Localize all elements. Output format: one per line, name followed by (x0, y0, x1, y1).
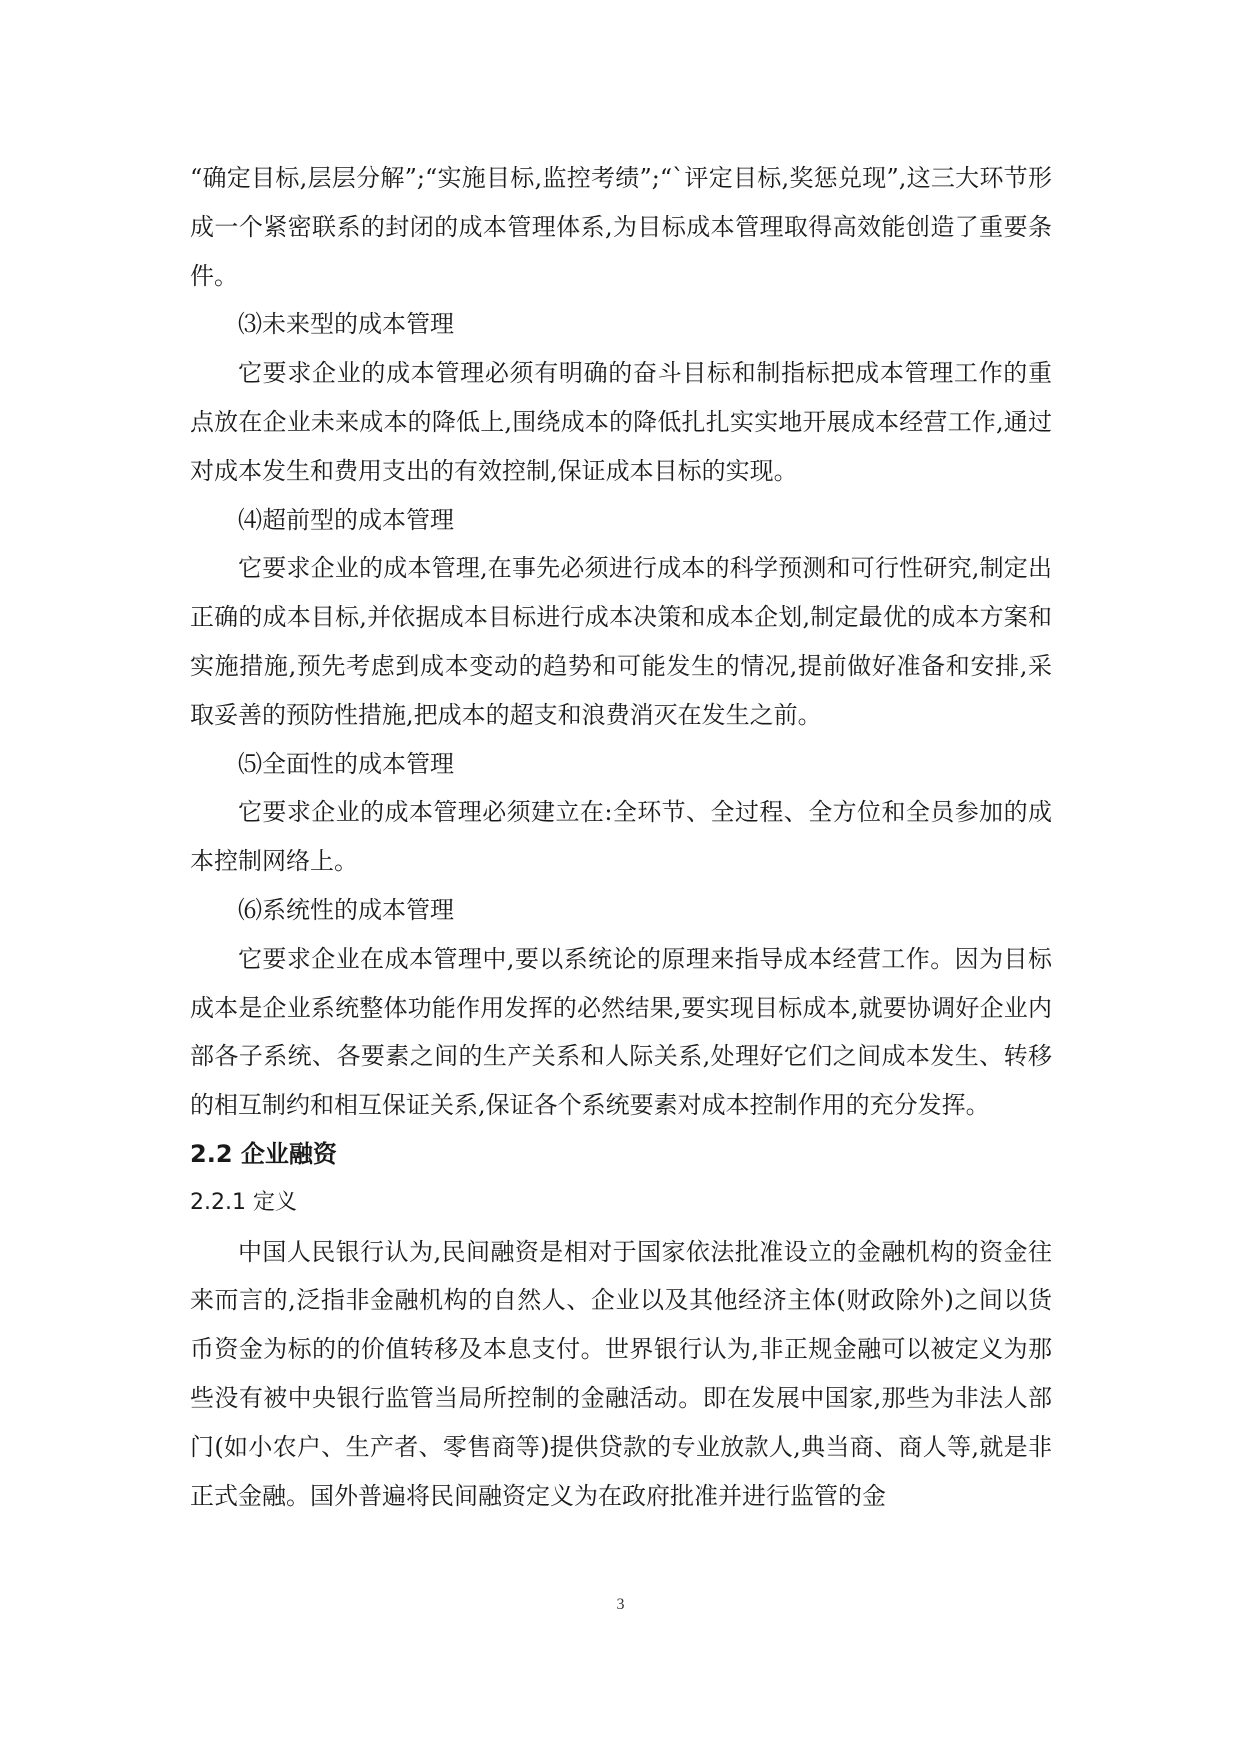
paragraph-advanced-cost: 它要求企业的成本管理,在事先必须进行成本的科学预测和可行性研究,制定出正确的成本目标,并依据成本目标进行成本决策和成本企划,制定最优的成本方案和实施措施,预先考虑到成本变动的趋势和可能发生的情况,提前做好准备和安排,采取妥善的预防性措施,把成本的超支和浪费消灭在发生之前。 (190, 554, 1052, 729)
page-number: 3 (616, 1596, 625, 1613)
item-heading-advanced-cost: ⑷超前型的成本管理 (238, 505, 454, 534)
paragraph-financing-definition: 中国人民银行认为,民间融资是相对于国家依法批准设立的金融机构的资金往来而言的,泛指非金融机构的自然人、企业以及其他经济主体(财政除外)之间以货币资金为标的的价值转移及本息支付。世界银行认为,非正规金融可以被定义为那些没有被中央银行监管当局所控制的金融活动。即在发展中国家,那些为非法人部门(如小农户、生产者、零售商等)提供贷款的专业放款人,典当商、商人等,就是非正式金融。国外普遍将民间融资定义为在政府批准并进行监管的金 (190, 1237, 1052, 1510)
item-heading-systematic-cost: ⑹系统性的成本管理 (238, 895, 454, 924)
item-heading-future-cost: ⑶未来型的成本管理 (238, 310, 454, 339)
subsection-heading: 2.2.1 定义 (190, 1189, 297, 1215)
item-heading-comprehensive-cost: ⑸全面性的成本管理 (238, 749, 454, 778)
paragraph-systematic-cost: 它要求企业在成本管理中,要以系统论的原理来指导成本经营工作。因为目标成本是企业系统整体功能作用发挥的必然结果,要实现目标成本,就要协调好企业内部各子系统、各要素之间的生产关系和人际关系,处理好它们之间成本发生、转移的相互制约和相互保证关系,保证各个系统要素对成本控制作用的充分发挥。 (190, 944, 1052, 1120)
paragraph-future-cost: 它要求企业的成本管理必须有明确的奋斗目标和制指标把成本管理工作的重点放在企业未来成本的降低上,围绕成本的降低扎扎实实地开展成本经营工作,通过对成本发生和费用支出的有效控制,保证成本目标的实现。 (190, 359, 1052, 485)
paragraph-comprehensive-cost: 它要求企业的成本管理必须建立在:全环节、全过程、全方位和全员参加的成本控制网络上。 (190, 798, 1052, 876)
section-heading: 2.2 企业融资 (190, 1139, 337, 1168)
page-content (190, 154, 1052, 1520)
paragraph-cost-system: “确定目标,层层分解”;“实施目标,监控考绩”;“`评定目标,奖惩兑现”,这三大环节形成一个紧密联系的封闭的成本管理体系,为目标成本管理取得高效能创造了重要条件。 (190, 164, 1052, 290)
